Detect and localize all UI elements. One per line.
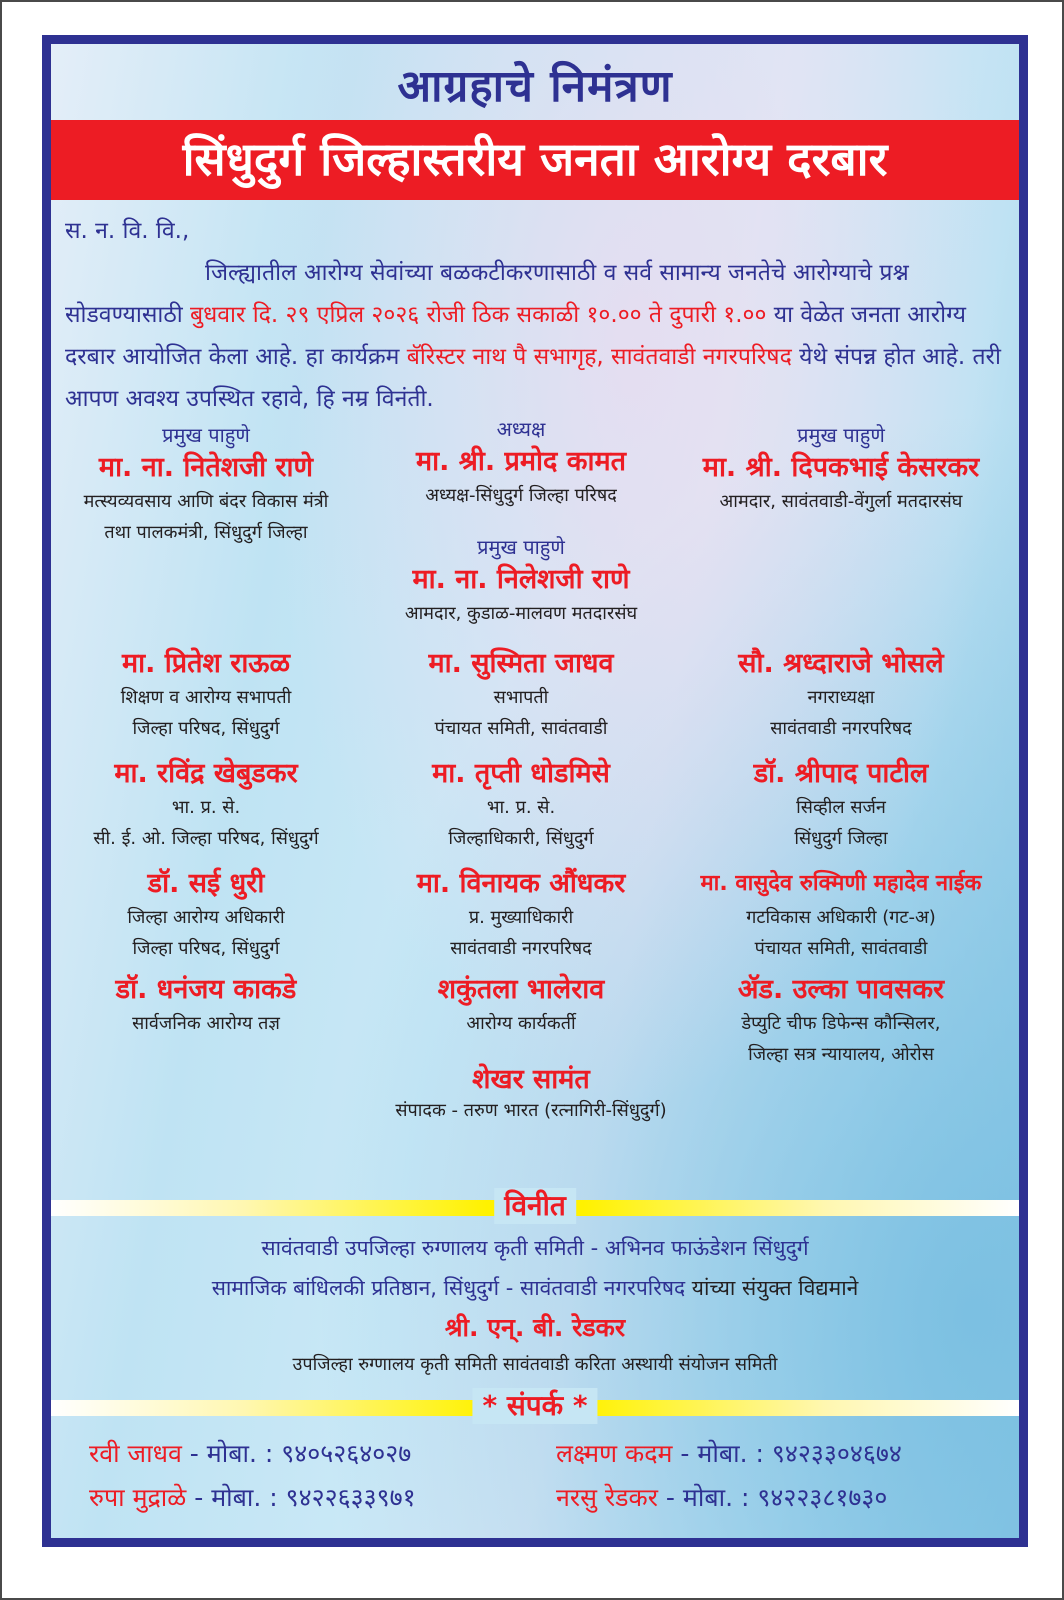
guest-card xyxy=(371,972,671,1039)
guest-name: मा. प्रितेश राऊळ xyxy=(121,648,291,679)
guest-card xyxy=(671,420,1011,517)
guest-card xyxy=(671,756,1011,854)
guest-name: सौ. श्रध्दाराजे भोसले xyxy=(738,648,944,679)
guest-role-label: प्रमुख पाहुणे xyxy=(797,423,885,447)
contact-mobile: - मोबा. : ९४२२६३३९७१ xyxy=(186,1483,416,1512)
guest-designation: भा. प्र. से. xyxy=(486,797,556,818)
guest-designation: नगराध्यक्षा xyxy=(807,687,875,708)
guest-name: मा. श्री. दिपकभाई केसरकर xyxy=(702,452,980,483)
contact-name: रवी जाधव xyxy=(89,1439,182,1468)
guest-designation: सभापती xyxy=(493,687,549,708)
guest-name: मा. ना. नितेशजी राणे xyxy=(98,452,314,483)
invitation-title: आग्रहाचे निमंत्रण xyxy=(397,61,673,112)
guest-card xyxy=(51,420,361,548)
guest-list xyxy=(51,417,1019,1140)
contact-mobile: - मोबा. : ९४०५२६४०२७ xyxy=(181,1439,412,1468)
guest-designation: सावंतवाडी नगरपरिषद xyxy=(770,718,912,739)
guest-designation: संपादक - तरुण भारत (रत्नागिरी-सिंधुदुर्ग) xyxy=(395,1100,667,1121)
guest-name: मा. ना. निलेशजी राणे xyxy=(412,564,630,595)
guest-designation: जिल्हाधिकारी, सिंधुदुर्ग xyxy=(448,828,594,849)
guest-card xyxy=(371,414,671,511)
organizer-line-2 xyxy=(51,1268,1019,1308)
guest-card xyxy=(371,756,671,854)
guest-name: मा. श्री. प्रमोद कामत xyxy=(415,446,627,477)
contact-divider-row xyxy=(51,1388,1019,1428)
guest-card xyxy=(671,646,1011,744)
guest-name: डॉ. धनंजय काकडे xyxy=(115,974,297,1005)
signatory-designation: उपजिल्हा रुग्णालय कृती समिती सावंतवाडी करिता अस्थायी संयोजन समिती xyxy=(292,1354,778,1375)
guest-card xyxy=(671,972,1011,1070)
guest-name: मा. विनायक औंधकर xyxy=(416,868,626,899)
signatory-name: श्री. एन्. बी. रेडकर xyxy=(444,1313,626,1342)
guest-designation: सिंधुदुर्ग जिल्हा xyxy=(794,828,888,849)
guest-card xyxy=(371,646,671,744)
guest-card xyxy=(661,866,1021,964)
guest-role-label: प्रमुख पाहुणे xyxy=(477,535,565,559)
guest-designation: गटविकास अधिकारी (गट-अ) xyxy=(746,907,936,928)
guest-designation: अध्यक्ष-सिंधुदुर्ग जिल्हा परिषद xyxy=(425,485,617,506)
guest-name: मा. सुस्मिता जाधव xyxy=(428,648,614,679)
guest-designation: जिल्हा परिषद, सिंधुदुर्ग xyxy=(132,718,280,739)
contact-heading: * संपर्क * xyxy=(472,1388,597,1424)
guest-role-label: प्रमुख पाहुणे xyxy=(162,423,250,447)
guest-name: शेखर सामंत xyxy=(472,1064,590,1095)
vinit-divider-row xyxy=(51,1188,1019,1228)
intro-text-2: या वेळेत जनता आरोग्य दरबार आयोजित केला आहे. हा कार्यक्रम xyxy=(65,302,966,370)
organizer-line-2-main: सामाजिक बांधिलकी प्रतिष्ठान, सिंधुदुर्ग - सावंतवाडी नगरपरिषद xyxy=(211,1276,686,1300)
guest-designation: भा. प्र. से. xyxy=(171,797,241,818)
guest-card xyxy=(351,532,691,629)
contact-mobile: - मोबा. : ९४२२३८१७३० xyxy=(657,1483,888,1512)
guest-card xyxy=(51,646,361,744)
contact-item xyxy=(89,1434,411,1474)
intro-text-1: जिल्ह्यातील आरोग्य सेवांच्या बळकटीकरणासाठी व सर्व सामान्य जनतेचे आरोग्याचे प्रश्न सोडवण्यासाठी xyxy=(65,260,909,328)
guest-designation: मत्स्यव्यवसाय आणि बंदर विकास मंत्री xyxy=(83,491,329,512)
guest-card xyxy=(51,866,361,964)
guest-designation: जिल्हा आरोग्य अधिकारी xyxy=(127,907,285,928)
guest-designation: जिल्हा परिषद, सिंधुदुर्ग xyxy=(132,938,280,959)
guest-designation: आमदार, कुडाळ-मालवण मतदारसंघ xyxy=(404,603,638,624)
guest-name: मा. रविंद्र खेबुडकर xyxy=(114,758,298,789)
event-venue: बॅरिस्टर नाथ पै सभागृह, सावंतवाडी नगरपरिषद xyxy=(406,344,792,370)
guest-designation: पंचायत समिती, सावंतवाडी xyxy=(754,938,928,959)
guest-card xyxy=(271,1062,791,1124)
guest-designation: सार्वजनिक आरोग्य तज्ञ xyxy=(132,1013,280,1034)
guest-designation: शिक्षण व आरोग्य सभापती xyxy=(120,687,292,708)
guest-designation: डेप्युटि चीफ डिफेन्स कौन्सिलर, xyxy=(741,1013,941,1034)
guest-role-label: अध्यक्ष xyxy=(496,417,546,441)
contact-item xyxy=(556,1434,902,1474)
event-title-banner: सिंधुदुर्ग जिल्हास्तरीय जनता आरोग्य दरबार xyxy=(51,120,1019,200)
contact-name: लक्ष्मण कदम xyxy=(556,1439,673,1468)
guest-card xyxy=(51,972,361,1039)
guest-designation: तथा पालकमंत्री, सिंधुदुर्ग जिल्हा xyxy=(104,522,308,543)
contact-mobile: - मोबा. : ९४२३३०४६७४ xyxy=(672,1439,902,1468)
invitation-poster xyxy=(42,35,1028,1547)
salutation: स. न. वि. वि., xyxy=(65,218,190,244)
guest-card xyxy=(51,756,361,854)
guest-designation: प्र. मुख्याधिकारी xyxy=(468,907,574,928)
vinit-section xyxy=(51,1228,1019,1382)
guest-name: डॉ. सई धुरी xyxy=(147,868,265,899)
guest-name: डॉ. श्रीपाद पाटील xyxy=(753,758,929,789)
guest-designation: आरोग्य कार्यकर्ती xyxy=(466,1013,576,1034)
guest-designation: जिल्हा सत्र न्यायालय, ओरोस xyxy=(748,1044,934,1065)
contact-name: नरसु रेडकर xyxy=(556,1483,658,1512)
contact-name: रुपा मुद्राळे xyxy=(89,1483,187,1512)
guest-designation: सी. ई. ओ. जिल्हा परिषद, सिंधुदुर्ग xyxy=(93,828,319,849)
guest-card xyxy=(371,866,671,964)
guest-designation: आमदार, सावंतवाडी-वेंगुर्ला मतदारसंघ xyxy=(719,491,963,512)
guest-designation: सावंतवाडी नगरपरिषद xyxy=(450,938,592,959)
guest-name: मा. तृप्ती धोडमिसे xyxy=(432,758,610,789)
guest-designation: पंचायत समिती, सावंतवाडी xyxy=(434,718,608,739)
guest-name: शकुंतला भालेराव xyxy=(437,974,605,1005)
intro-paragraph xyxy=(51,200,1019,420)
event-date-time: बुधवार दि. २९ एप्रिल २०२६ रोजी ठिक सकाळी १०.०० ते दुपारी १.०० xyxy=(189,302,767,328)
guest-designation: सिव्हील सर्जन xyxy=(796,797,886,818)
contact-item xyxy=(89,1478,416,1518)
organizer-line-1: सावंतवाडी उपजिल्हा रुग्णालय कृती समिती - अभिनव फाऊंडेशन सिंधुदुर्ग xyxy=(261,1236,809,1260)
guest-name: मा. वासुदेव रुक्मिणी महादेव नाईक xyxy=(700,871,982,896)
vinit-heading: विनीत xyxy=(494,1188,576,1224)
intro-text-3: येथे संपन्न होत आहे. तरी आपण अवश्य उपस्थित रहावे, हि नम्र विनंती. xyxy=(65,344,1001,412)
organizer-line-2-suffix: यांच्या संयुक्त विद्यमाने xyxy=(685,1276,859,1300)
guest-name: ॲड. उल्का पावसकर xyxy=(737,974,945,1005)
contact-item xyxy=(556,1478,887,1518)
